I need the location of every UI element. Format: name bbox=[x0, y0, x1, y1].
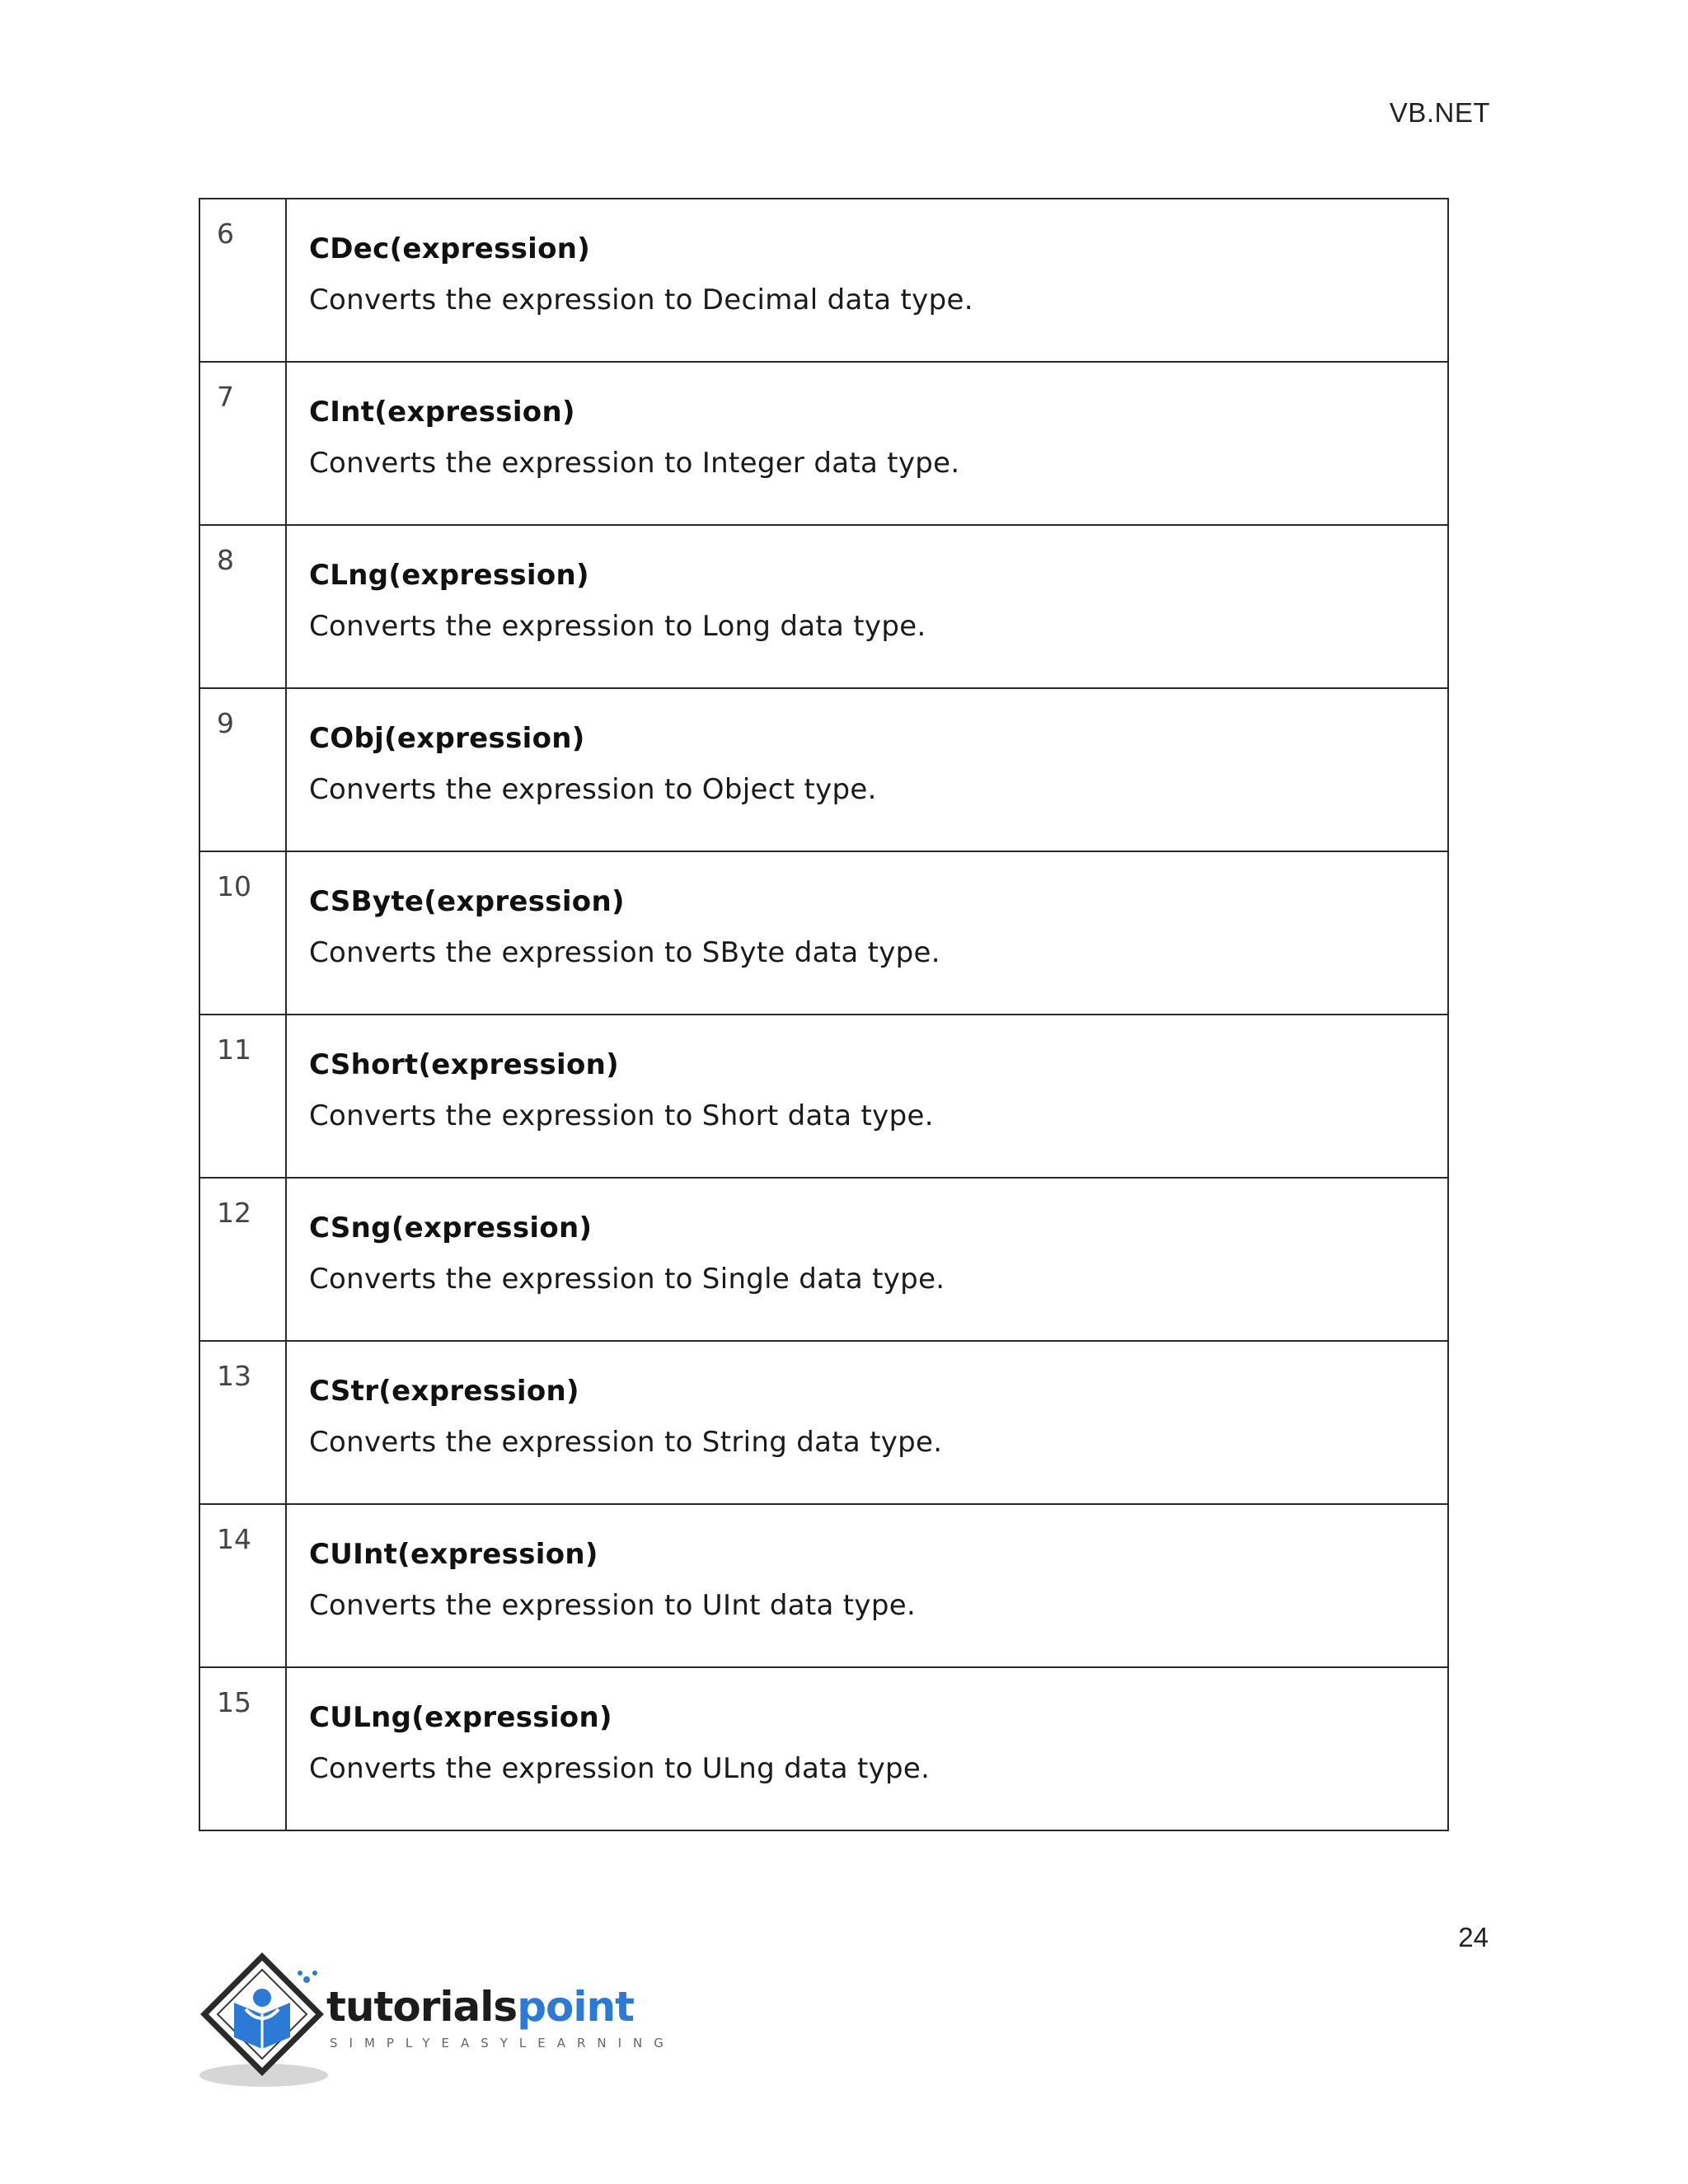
function-description: Converts the expression to Single data type. bbox=[309, 1263, 945, 1296]
function-cell bbox=[286, 851, 1448, 1015]
function-description: Converts the expression to String data type. bbox=[309, 1426, 943, 1459]
table-row bbox=[199, 525, 1448, 688]
logo-text-accent: point bbox=[517, 1983, 634, 2031]
function-description: Converts the expression to UInt data type. bbox=[309, 1589, 917, 1622]
table-row bbox=[199, 362, 1448, 525]
logo-emblem-icon bbox=[196, 1952, 328, 2092]
table-row bbox=[199, 851, 1448, 1015]
function-description: Converts the expression to ULng data type. bbox=[309, 1752, 931, 1785]
row-number: 14 bbox=[199, 1504, 286, 1667]
row-number: 11 bbox=[199, 1015, 286, 1178]
row-number: 10 bbox=[199, 851, 286, 1015]
function-cell bbox=[286, 688, 1448, 851]
function-name: CSng(expression) bbox=[309, 1212, 593, 1244]
function-description: Converts the expression to Decimal data type. bbox=[309, 284, 973, 316]
function-name: CStr(expression) bbox=[309, 1375, 579, 1408]
table-row bbox=[199, 1015, 1448, 1178]
function-description: Converts the expression to Long data type. bbox=[309, 610, 926, 643]
table-row bbox=[199, 1178, 1448, 1341]
function-cell bbox=[286, 1341, 1448, 1504]
table-row bbox=[199, 199, 1448, 362]
function-cell bbox=[286, 362, 1448, 525]
row-number: 13 bbox=[199, 1341, 286, 1504]
function-description: Converts the expression to SByte data type. bbox=[309, 936, 940, 969]
function-description: Converts the expression to Integer data type. bbox=[309, 447, 960, 480]
function-name: CULng(expression) bbox=[309, 1701, 612, 1734]
table-row bbox=[199, 1341, 1448, 1504]
table-row bbox=[199, 688, 1448, 851]
table-row bbox=[199, 1504, 1448, 1667]
function-cell bbox=[286, 199, 1448, 362]
function-name: CShort(expression) bbox=[309, 1048, 619, 1081]
function-name: CDec(expression) bbox=[309, 232, 591, 265]
function-cell bbox=[286, 1015, 1448, 1178]
logo-text-main: tutorials bbox=[326, 1983, 518, 2031]
row-number: 7 bbox=[199, 362, 286, 525]
logo-wordmark bbox=[326, 1983, 634, 2031]
row-number: 12 bbox=[199, 1178, 286, 1341]
function-cell bbox=[286, 1178, 1448, 1341]
logo-tagline: SIMPLYEASYLEARNING bbox=[330, 2036, 675, 2050]
function-cell bbox=[286, 1504, 1448, 1667]
row-number: 9 bbox=[199, 688, 286, 851]
function-cell bbox=[286, 1667, 1448, 1830]
conversion-functions-table bbox=[199, 198, 1449, 1831]
function-description: Converts the expression to Object type. bbox=[309, 773, 877, 806]
function-name: CLng(expression) bbox=[309, 559, 589, 592]
table-row bbox=[199, 1667, 1448, 1830]
page-header-title: VB.NET bbox=[1389, 97, 1490, 128]
function-name: CSByte(expression) bbox=[309, 885, 625, 918]
page-number: 24 bbox=[1458, 1922, 1489, 1952]
tutorialspoint-logo bbox=[196, 1952, 675, 2092]
row-number: 15 bbox=[199, 1667, 286, 1830]
row-number: 8 bbox=[199, 525, 286, 688]
function-description: Converts the expression to Short data type. bbox=[309, 1099, 934, 1132]
function-name: CInt(expression) bbox=[309, 396, 575, 429]
function-name: CObj(expression) bbox=[309, 722, 585, 755]
function-cell bbox=[286, 525, 1448, 688]
function-name: CUInt(expression) bbox=[309, 1538, 598, 1571]
row-number: 6 bbox=[199, 199, 286, 362]
